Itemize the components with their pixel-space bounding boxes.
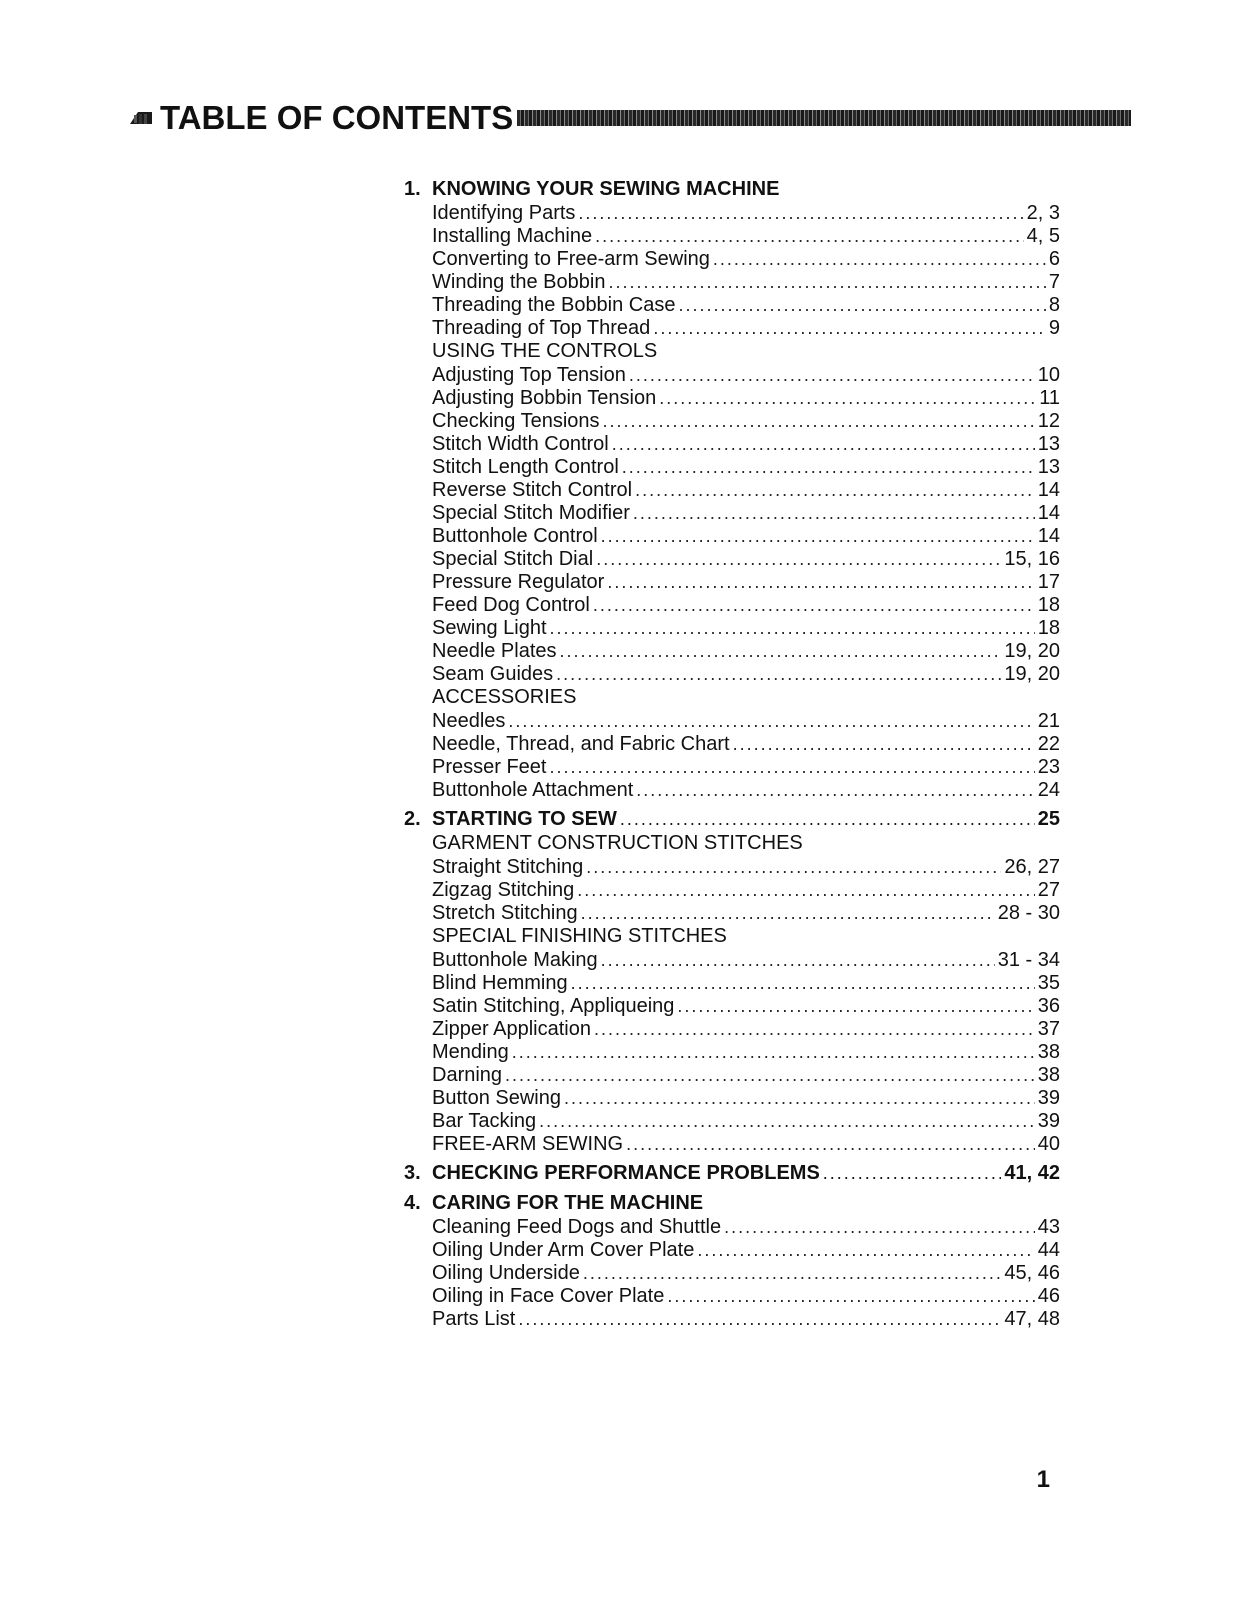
section-heading: [404, 1162, 1060, 1186]
toc-entry: [404, 294, 1060, 317]
entry-label: Oiling in Face Cover Plate: [432, 1285, 665, 1307]
entry-label: Zipper Application: [432, 1018, 591, 1040]
toc-entry: [404, 571, 1060, 594]
entry-page: 39: [1037, 1110, 1060, 1132]
toc-entry: [404, 548, 1060, 571]
toc-section: [404, 178, 1060, 802]
toc-section: [404, 808, 1060, 1156]
entry-label: Seam Guides: [432, 663, 554, 685]
entry-page: 35: [1037, 972, 1060, 994]
toc-entry: [404, 525, 1060, 548]
entry-page: 6: [1048, 248, 1060, 270]
entry-page: 7: [1048, 271, 1060, 293]
entry-page: 10: [1037, 364, 1060, 386]
dot-leader: [724, 1216, 1035, 1238]
entry-label: Needles: [432, 710, 506, 732]
subsection-heading: ACCESSORIES: [432, 686, 577, 708]
dot-leader: [539, 1110, 1035, 1132]
toc-section: [404, 1192, 1060, 1331]
entry-page: 22: [1037, 733, 1060, 755]
dot-leader: [564, 1087, 1035, 1109]
entry-page: 13: [1037, 456, 1060, 478]
toc-entry: [404, 1064, 1060, 1087]
toc-entry: [404, 640, 1060, 663]
toc-entry: [404, 1087, 1060, 1110]
header-bullet-icon: [128, 106, 154, 128]
dot-leader: [677, 995, 1034, 1017]
entry-label: Winding the Bobbin: [432, 271, 606, 293]
entry-label: Bar Tacking: [432, 1110, 537, 1132]
entry-label: Threading the Bobbin Case: [432, 294, 676, 316]
entry-label: Mending: [432, 1041, 509, 1063]
dot-leader: [578, 202, 1023, 224]
toc-entry: [404, 879, 1060, 902]
dot-leader: [667, 1285, 1034, 1307]
toc-entry: [404, 433, 1060, 456]
entry-page: 27: [1037, 879, 1060, 901]
entry-label: Stitch Length Control: [432, 456, 619, 478]
toc-entry: [404, 387, 1060, 410]
entry-label: Threading of Top Thread: [432, 317, 651, 339]
entry-label: Checking Tensions: [432, 410, 600, 432]
toc-entry: [404, 995, 1060, 1018]
entry-label: Oiling Underside: [432, 1262, 580, 1284]
section-title: STARTING TO SEW: [432, 808, 617, 830]
section-title: CARING FOR THE MACHINE: [432, 1192, 704, 1214]
entry-label: Parts List: [432, 1308, 516, 1330]
entry-page: 15, 16: [1004, 548, 1060, 570]
toc-entry: [404, 856, 1060, 879]
section-heading: [404, 178, 1060, 202]
dot-leader: [620, 808, 1035, 830]
entry-label: Pressure Regulator: [432, 571, 605, 593]
entry-label: Special Stitch Modifier: [432, 502, 630, 524]
entry-label: Blind Hemming: [432, 972, 568, 994]
toc-entry: [404, 202, 1060, 225]
dot-leader: [550, 617, 1035, 639]
section-page: 25: [1037, 808, 1060, 830]
entry-page: 46: [1037, 1285, 1060, 1307]
toc-entry: [404, 779, 1060, 802]
section-title: KNOWING YOUR SEWING MACHINE: [432, 178, 780, 200]
entry-page: 28 - 30: [997, 902, 1060, 924]
entry-page: 2, 3: [1026, 202, 1060, 224]
toc-entry: [404, 1239, 1060, 1262]
entry-label: Feed Dog Control: [432, 594, 590, 616]
dot-leader: [823, 1162, 1002, 1184]
entry-label: Sewing Light: [432, 617, 547, 639]
entry-label: FREE-ARM SEWING: [432, 1133, 624, 1155]
entry-page: 43: [1037, 1216, 1060, 1238]
entry-page: 9: [1048, 317, 1060, 339]
dot-leader: [713, 248, 1046, 270]
entry-page: 31 - 34: [997, 949, 1060, 971]
entry-label: Cleaning Feed Dogs and Shuttle: [432, 1216, 722, 1238]
dot-leader: [608, 271, 1045, 293]
dot-leader: [633, 502, 1035, 524]
entry-label: Reverse Stitch Control: [432, 479, 633, 501]
entry-label: Straight Stitching: [432, 856, 584, 878]
toc-entry: [404, 733, 1060, 756]
entry-page: 19, 20: [1004, 663, 1060, 685]
dot-leader: [518, 1308, 1001, 1330]
entry-page: 38: [1037, 1041, 1060, 1063]
entry-label: Buttonhole Control: [432, 525, 598, 547]
toc-entry: [404, 1110, 1060, 1133]
entry-label: Button Sewing: [432, 1087, 561, 1109]
entry-page: 19, 20: [1004, 640, 1060, 662]
entry-page: 39: [1037, 1087, 1060, 1109]
dot-leader: [505, 1064, 1035, 1086]
entry-page: 14: [1037, 502, 1060, 524]
dot-leader: [577, 879, 1034, 901]
entry-label: Converting to Free-arm Sewing: [432, 248, 710, 270]
dot-leader: [596, 548, 1001, 570]
toc-entry: [404, 364, 1060, 387]
dot-leader: [593, 594, 1035, 616]
dot-leader: [512, 1041, 1035, 1063]
toc-entry: [404, 502, 1060, 525]
dot-leader: [607, 571, 1034, 593]
subsection-heading: SPECIAL FINISHING STITCHES: [432, 925, 727, 947]
dot-leader: [549, 756, 1034, 778]
entry-label: Adjusting Top Tension: [432, 364, 626, 386]
entry-label: Stretch Stitching: [432, 902, 578, 924]
entry-label: Zigzag Stitching: [432, 879, 575, 901]
toc-header: [128, 96, 1131, 138]
entry-page: 8: [1048, 294, 1060, 316]
section-title: CHECKING PERFORMANCE PROBLEMS: [432, 1162, 820, 1184]
dot-leader: [653, 317, 1046, 339]
entry-page: 21: [1037, 710, 1060, 732]
toc-entry: [404, 1285, 1060, 1308]
entry-page: 14: [1037, 525, 1060, 547]
toc-entry: [404, 1308, 1060, 1331]
entry-page: 26, 27: [1004, 856, 1060, 878]
toc-entry: [404, 1018, 1060, 1041]
entry-page: 4, 5: [1026, 225, 1060, 247]
entry-page: 23: [1037, 756, 1060, 778]
entry-page: 37: [1037, 1018, 1060, 1040]
entry-page: 13: [1037, 433, 1060, 455]
section-page: 41, 42: [1004, 1162, 1060, 1184]
header-rule: [517, 110, 1131, 126]
toc-section: [404, 1162, 1060, 1186]
page-number: 1: [1036, 1466, 1050, 1493]
section-number: 3.: [404, 1162, 421, 1184]
dot-leader: [626, 1133, 1035, 1155]
toc-entry: [404, 479, 1060, 502]
entry-label: Oiling Under Arm Cover Plate: [432, 1239, 695, 1261]
entry-label: Satin Stitching, Appliqueing: [432, 995, 675, 1017]
dot-leader: [594, 1018, 1035, 1040]
section-heading: [404, 1192, 1060, 1216]
toc-entry: [404, 1133, 1060, 1156]
entry-page: 18: [1037, 594, 1060, 616]
entry-label: Buttonhole Making: [432, 949, 598, 971]
entry-page: 12: [1037, 410, 1060, 432]
toc-entry: [404, 1041, 1060, 1064]
toc-entry: [404, 663, 1060, 686]
dot-leader: [508, 710, 1034, 732]
section-number: 4.: [404, 1192, 421, 1214]
entry-page: 40: [1037, 1133, 1060, 1155]
dot-leader: [622, 456, 1035, 478]
dot-leader: [603, 410, 1035, 432]
entry-page: 17: [1037, 571, 1060, 593]
dot-leader: [629, 364, 1035, 386]
dot-leader: [595, 225, 1024, 247]
entry-label: Installing Machine: [432, 225, 593, 247]
entry-page: 18: [1037, 617, 1060, 639]
toc-entry: [404, 756, 1060, 779]
entry-page: 45, 46: [1004, 1262, 1060, 1284]
entry-label: Adjusting Bobbin Tension: [432, 387, 657, 409]
section-heading: [404, 808, 1060, 832]
subsection-heading: USING THE CONTROLS: [432, 340, 658, 362]
entry-label: Presser Feet: [432, 756, 547, 778]
toc-entry: [404, 710, 1060, 733]
entry-label: Needle Plates: [432, 640, 557, 662]
dot-leader: [659, 387, 1036, 409]
toc-entry: [404, 317, 1060, 340]
dot-leader: [571, 972, 1035, 994]
entry-label: Needle, Thread, and Fabric Chart: [432, 733, 730, 755]
dot-leader: [635, 479, 1035, 501]
dot-leader: [560, 640, 1002, 662]
entry-label: Special Stitch Dial: [432, 548, 594, 570]
dot-leader: [612, 433, 1035, 455]
dot-leader: [601, 525, 1035, 547]
toc-entry: [404, 456, 1060, 479]
toc-entry: [404, 972, 1060, 995]
dot-leader: [601, 949, 995, 971]
dot-leader: [679, 294, 1046, 316]
entry-page: 24: [1037, 779, 1060, 801]
entry-label: Darning: [432, 1064, 503, 1086]
entry-page: 44: [1037, 1239, 1060, 1261]
entry-page: 11: [1039, 387, 1060, 409]
toc-entry: [404, 617, 1060, 640]
table-of-contents: [404, 178, 1060, 1331]
toc-entry: [404, 902, 1060, 925]
toc-entry: [404, 271, 1060, 294]
page-title: TABLE OF CONTENTS: [160, 98, 514, 136]
entry-page: 14: [1037, 479, 1060, 501]
dot-leader: [733, 733, 1035, 755]
section-number: 2.: [404, 808, 421, 830]
toc-entry: [404, 248, 1060, 271]
toc-entry: [404, 410, 1060, 433]
toc-entry: [404, 1262, 1060, 1285]
section-number: 1.: [404, 178, 421, 200]
entry-page: 36: [1037, 995, 1060, 1017]
subsection-heading: GARMENT CONSTRUCTION STITCHES: [432, 832, 803, 854]
entry-page: 47, 48: [1004, 1308, 1060, 1330]
dot-leader: [636, 779, 1035, 801]
dot-leader: [586, 856, 1001, 878]
toc-entry: [404, 594, 1060, 617]
toc-entry: [404, 1216, 1060, 1239]
entry-label: Buttonhole Attachment: [432, 779, 634, 801]
toc-entry: [404, 225, 1060, 248]
entry-page: 38: [1037, 1064, 1060, 1086]
dot-leader: [583, 1262, 1002, 1284]
toc-entry: [404, 949, 1060, 972]
dot-leader: [697, 1239, 1034, 1261]
entry-label: Identifying Parts: [432, 202, 576, 224]
dot-leader: [556, 663, 1001, 685]
entry-label: Stitch Width Control: [432, 433, 609, 455]
dot-leader: [581, 902, 995, 924]
